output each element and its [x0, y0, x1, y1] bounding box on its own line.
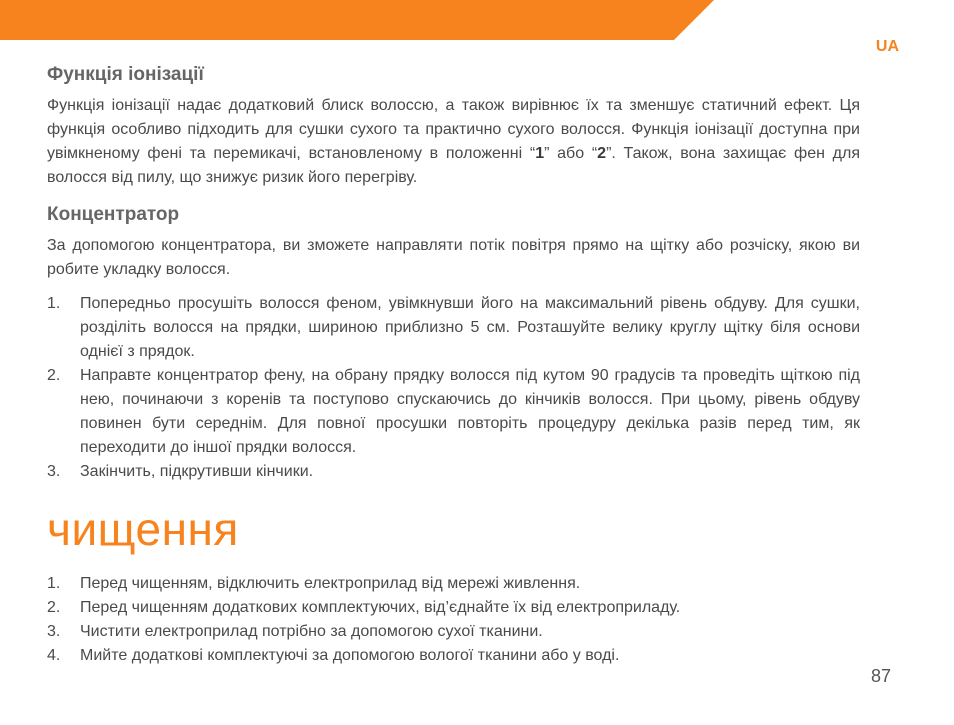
list-item: 4. Мийте додаткові комплектуючі за допомогою вологої тканини або у воді.: [47, 647, 620, 664]
ionization-text-3: ”. Також, вона захищає фен для волосся від пилу, що знижує ризик його перегріву.: [47, 145, 860, 186]
list-item: 2. Направте концентратор фену, на обрану прядку волосся під кутом 90 градусів та проведіть щіткою під нею, починаючи з коренів та поступово спускаючись до кінчиків волосся. При цьому, рівень обдуву повинен бути середнім. Для повної просушки повторіть процедуру декілька разів перед тим, як переходити до іншої прядки волосся.: [47, 367, 860, 456]
list-item: 3. Закінчить, підкрутивши кінчики.: [47, 463, 314, 480]
main-content: [47, 62, 860, 484]
cleaning-steps: [47, 572, 860, 668]
concentrator-heading: Концентратор: [47, 204, 180, 225]
list-item: 1. Перед чищенням, відключить електроприлад від мережі живлення.: [47, 575, 581, 592]
concentrator-intro: За допомогою концентратора, ви зможете направляти потік повітря прямо на щітку або розчіску, якою ви робите укладку волосся.: [47, 237, 860, 278]
page-number: 87: [871, 666, 892, 686]
ionization-heading: Функція іонізації: [47, 64, 204, 85]
orange-header-band: [0, 0, 954, 40]
list-item: 2. Перед чищенням додаткових комплектуючих, від’єднайте їх від електроприладу.: [47, 599, 681, 616]
setting-1: 1: [535, 145, 545, 162]
language-tag: UA: [875, 38, 899, 55]
list-item: 3. Чистити електроприлад потрібно за допомогою сухої тканини.: [47, 623, 543, 640]
ionization-text-1: Функція іонізації надає додатковий блиск волоссю, а також вирівнює їх та зменшує статичний ефект. Ця функція особливо підходить для сушки сухого та практично сухого волосся. Функція іонізації доступна при увімкненому фені та перемикачі, встановленому в положенні “: [47, 97, 860, 162]
concentrator-steps: [47, 292, 860, 484]
setting-2: 2: [597, 145, 607, 162]
list-item: 1. Попередньо просушіть волосся феном, увімкнувши його на максимальний рівень обдуву. Для сушки, розділіть волосся на прядки, шириною приблизно 5 см. Розташуйте велику круглу щітку біля основи однієї з прядок.: [47, 295, 860, 360]
cleaning-title: чищення: [47, 503, 239, 555]
ionization-text-2: ” або “: [544, 145, 598, 162]
ionization-paragraph: [47, 94, 860, 190]
